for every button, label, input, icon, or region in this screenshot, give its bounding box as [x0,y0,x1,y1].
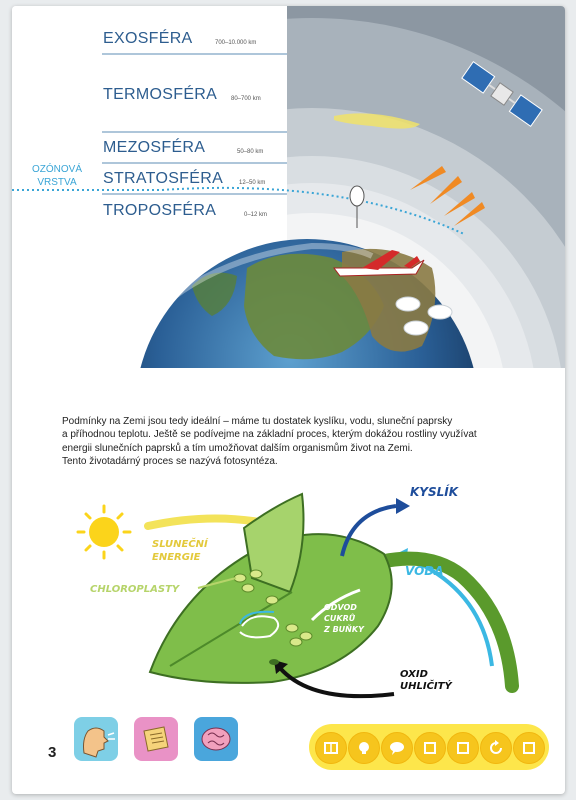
layer-range: 700–10.000 km [215,40,257,46]
paragraph-line: energii slunečních paprsků a tím umožňovat dalším organismům život na Zemi. [62,442,413,454]
square-icon[interactable] [513,732,545,764]
sugar-removal-line: ODVOD [324,603,357,612]
refresh-icon[interactable] [480,732,512,764]
body-paragraph [62,415,532,469]
layer-range: 0–12 km [244,212,268,218]
solar-energy-line: ENERGIE [152,552,201,563]
sugar-removal-line: Z BUŇKY [324,625,364,634]
book-icon[interactable] [134,717,178,761]
chloroplasts-label: CHLOROPLASTY [90,584,180,595]
book-icon[interactable] [315,732,347,764]
co2-label [400,669,452,693]
lightbulb-icon[interactable] [348,732,380,764]
sun-icon [78,506,130,558]
ozone-label-line: OZÓNOVÁ [32,164,83,175]
layer-range: 80–700 km [231,96,261,102]
layer-name: STRATOSFÉRA [103,170,224,187]
atmosphere-illustration [12,6,565,378]
solar-energy-line: SLUNEČNÍ [152,539,208,550]
sugar-removal-line: CUKRŮ [324,614,356,623]
paragraph-line: Tento životadárný proces se nazývá fotosyntéza. [62,456,278,468]
layer-name: MEZOSFÉRA [103,139,206,156]
ozone-label-line: VRSTVA [37,177,77,188]
layer-name: TERMOSFÉRA [103,86,218,103]
oxygen-label: KYSLÍK [410,485,459,499]
ozone-layer-label [32,163,82,189]
speaking-face-icon[interactable] [74,717,118,761]
layer-name: EXOSFÉRA [103,30,193,47]
layer-range: 12–50 km [239,180,266,186]
square-icon[interactable] [414,732,446,764]
layer-name: TROPOSFÉRA [103,202,217,219]
paragraph-line: a příhodnou teplotu. Ještě se podívejme na základní proces, kterým dokážou rostliny využívat [62,429,477,441]
paragraph-line: Podmínky na Zemi jsou tedy ideální – máme tu dostatek kyslíku, vodu, sluneční paprsky [62,416,453,427]
page [12,6,565,794]
brain-icon[interactable] [194,717,238,761]
chat-icon[interactable] [381,732,413,764]
square-icon[interactable] [447,732,479,764]
solar-energy-label [152,538,208,564]
layer-range: 50–80 km [237,149,264,155]
sugar-removal-label [324,602,364,635]
co2-line: OXID [400,669,428,680]
page-number: 3 [48,744,57,761]
photosynthesis-diagram [12,476,565,716]
co2-line: UHLIČITÝ [400,681,452,692]
toolbar [309,724,549,770]
water-label: VODA [405,564,444,578]
